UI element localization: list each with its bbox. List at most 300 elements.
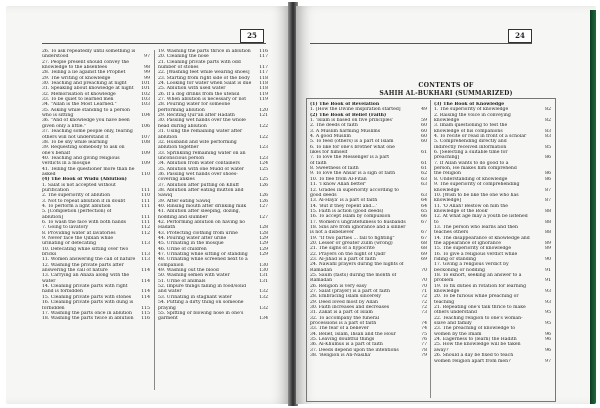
toc-entry-title: 35. Asking while standing to a person [42,107,130,113]
toc-entry-title: the appearance of ignorance [434,240,501,246]
toc-entry-title: praying [158,305,176,311]
left-column-2 [158,49,268,322]
toc-entry-page: 96 [545,347,551,353]
toc-entry-title: 20. Cleaning the nose [158,54,209,60]
toc-entry-page: 97 [144,54,150,60]
toc-entry-title: nodding and slumber [158,214,208,220]
toc-entry-title: 26. To ask repeatedly until something is [42,49,136,54]
toc-entry-title: 55. Spitting or blowing nose in one's [158,310,244,316]
toc-entry-title: garment [158,316,178,322]
toc-entry-title: 27. Salat (prayer) is a part of faith [310,289,390,295]
toc-entry-page: 93 [545,289,551,295]
toc-entry-page: 118 [259,86,268,92]
toc-entry-page: 129 [259,246,268,252]
toc-entry-page: 60 [421,128,427,134]
toc-entry-title: 27. People present should convey the [42,59,130,65]
toc-entry-title: water [42,278,56,284]
toc-entry-page: 113 [141,241,150,247]
toc-entry-title: 6. To like for one's brother what one [310,144,395,150]
toc-entry-page: 67 [421,235,427,241]
toc-entry-title: 2. The deeds of faith [310,123,358,129]
toc-entry-title: 19. "If two parties ... fall to fighting" [310,235,395,241]
toc-entry-title: 32. Husband and wife performing [158,139,237,145]
toc-entry-title: 2. The superiority of ablution [42,193,111,199]
toc-entry-title: 3. A Muslim harming Muslims [310,128,381,134]
toc-entry-title: 26. Religion is very easy [310,283,367,289]
toc-entry-title: 3. Imam questioning to test the [434,123,508,129]
toc-entry-page: 99 [144,75,150,81]
toc-entry-title: 1. The superiority of knowledge [434,107,509,113]
toc-entry-page: 107 [141,134,150,140]
toc-entry-title: 1. [How the Divine Inspiration started] [310,107,401,113]
toc-entry-title: 12. At what age may a youth be listened [434,214,528,220]
toc-entry-page: 131 [259,278,268,284]
toc-entry-title: 14. 'But if they repent and...' [310,203,377,209]
toc-entry-title: 10. [Wish to be like the one who has [434,192,519,198]
toc-entry-title: 8. Providing water at lavatories [42,230,116,236]
right-column-divider [430,100,431,398]
toc-entry-title: 7. Going to lavatory [42,225,89,231]
toc-entry-title: slave and family [434,321,472,327]
toc-entry-title: riding or standing [434,256,477,262]
toc-entry-title: 4. A good Muslim [310,134,351,140]
toc-entry-title: 30. Passing wet hands over the whole [158,118,246,124]
toc-entry-page: 111 [141,203,150,209]
toc-entry-title: 9. To love the Ansar is a sign of faith [310,171,396,177]
toc-entry-page: 124 [259,161,268,167]
toc-entry-page: 63 [421,176,427,182]
toc-entry-title: 54. Putting a dirty thing on someone [158,300,244,306]
toc-entry-page: 113 [141,252,150,258]
toc-entry-page: 112 [141,225,150,231]
toc-entry-title: processions is a part of faith [310,321,377,327]
toc-entry-page: 88 [545,219,551,225]
toc-entry-page: 128 [259,230,268,236]
toc-entry-page: 67 [421,219,427,225]
toc-entry-page: 134 [259,316,268,322]
toc-entry-title: 38. To be shy while learning [42,139,108,145]
toc-entry-title: 8. Understanding of knowledge [434,176,508,182]
toc-entry-title: 16. To accept Islam by compulsion [310,214,391,220]
contents-subtitle: SAHIH AL-BUKHARI (SUMMARIZED) [379,90,513,97]
right-page-number: 24 [508,29,532,43]
toc-entry-title: 31. Speaking about knowledge at night [42,86,134,92]
toc-entry-page: 115 [141,310,150,316]
toc-entry-page: 82 [545,118,551,124]
toc-entry-page: 114 [141,294,150,300]
toc-entry-title: 22. Teaching religion to one's woman- [434,315,523,321]
toc-entry-title: 18. Sins are from ignorance and a sinner [310,224,406,230]
toc-entry-page: 122 [259,123,268,129]
toc-entry-page: 79 [421,353,427,359]
toc-entry-page: 99 [144,70,150,76]
book-spread [6,2,596,406]
toc-entry-page: 69 [421,256,427,262]
toc-entry-title: 15. The superiority of knowledge [434,246,512,252]
toc-entry-page: 119 [259,91,268,97]
toc-entry-page: 114 [141,268,150,274]
toc-entry-page: 91 [545,278,551,284]
toc-entry-page: 86 [545,176,551,182]
toc-entry-page: 61 [421,160,427,166]
toc-entry-title: knowledge of the Book' [434,208,489,214]
toc-entry-title: forbidden [42,305,65,311]
toc-entry-title: 4. To perform a light ablution [42,203,111,209]
toc-entry-page: 106 [141,123,150,129]
right-page [296,6,596,404]
toc-entry-page: 103 [141,97,150,103]
toc-entry-title: Hadath [158,225,176,231]
toc-entry-page: 71 [421,289,427,295]
left-column-divider [154,50,155,390]
toc-entry-page: 78 [421,347,427,353]
toc-entry-page: 66 [421,214,427,220]
toc-entry-title: others understand [434,310,477,316]
toc-entry-title: of faith [310,160,327,166]
toc-entry-page: 60 [421,134,427,140]
toc-entry-page: 126 [259,198,268,204]
cover-edge [590,10,596,404]
toc-entry-title: urinating or defecating [42,241,97,247]
toc-entry-page: 85 [545,144,551,150]
toc-entry-page: 64 [421,203,427,209]
toc-entry-title: 23. The preaching of knowledge to [434,326,516,332]
toc-entry-page: 72 [421,294,427,300]
toc-entry-title: 34. Belief, Islam, Ihsan and the Hour [310,331,396,337]
toc-entry-page: 87 [545,187,551,193]
toc-entry-page: 72 [421,299,427,305]
toc-entry-page: 111 [141,220,150,225]
toc-entry-title: 5. [Completion (perfection) of [42,209,112,215]
toc-entry-title: 31. Zakat is a part of Islam [310,310,373,316]
toc-entry-title: 37. Deeds depend upon the intentions [310,347,399,353]
toc-entry-page: 70 [421,267,427,273]
toc-entry-page: 110 [141,193,150,199]
toc-entry-title: 18. Washing the parts twice in ablution [42,316,134,322]
right-header-rule [310,43,532,44]
toc-entry-title: 24. Nawafil prayers during the nights of [310,262,404,268]
toc-entry-title: 4. To recite or read in front of a scholar [434,134,527,140]
toc-entry-title: 11. 'O Allah! Bestow on him the [434,203,508,209]
toc-entry-title: 45. Urinating in the mosque [158,241,224,247]
toc-entry-title: knowledge [434,118,460,124]
toc-entry-title: preaching] [434,155,460,161]
toc-entry-page: 83 [545,134,551,140]
toc-entry-title: 9. Never face the Qiblah while [42,236,114,242]
toc-entry-title: given only a little." [42,123,86,129]
toc-entry-title: 35. Leaving doubtful things [310,337,375,343]
right-column-2 [434,102,551,364]
toc-entry-title: indirectly received information [434,144,507,150]
toc-entry-title: 1. Salat is not accepted without [42,182,116,188]
toc-entry-title: 25. Saum (fasts) during the month of [310,273,397,278]
toc-entry-page: 60 [421,139,427,145]
left-page-number: 25 [240,29,264,43]
toc-entry-page: 129 [259,236,268,242]
toc-entry-title: who is sitting [42,113,74,119]
toc-entry-title: 22. [Washing feet while wearing shoes] [158,70,250,76]
toc-entry-page: 111 [141,214,150,220]
toc-entry-page: 116 [141,316,150,322]
toc-entry-title: 41. Ablution after sleeping, dozing, [158,209,241,215]
toc-entry-page: 132 [259,289,268,295]
toc-entry-title: 15. Faith is action (good deeds) [310,208,384,214]
toc-entry-title: 10. Defecating while sitting over two [42,246,129,252]
toc-entry-title: 37. Ablution after putting on Khuff [158,182,239,188]
toc-entry-page: 109 [141,150,150,156]
toc-entry [310,107,427,112]
toc-entry-title: 40. Rinsing mouth after drinking milk [158,203,247,209]
toc-entry-title: 28. Telling a lie against the Prophet [42,70,126,76]
toc-entry-page: 127 [259,214,268,220]
toc-entry-title: hand is forbidden [42,289,83,295]
toc-entry-page: 89 [545,246,551,252]
toc-entry-title: asked [42,171,56,177]
toc-entry-title: 16. To give a religious verdict while [434,251,518,257]
toc-entry-title: 17. Washing the parts once in ablution [42,310,133,316]
toc-entry-page: 63 [421,182,427,188]
toc-entry-title: 48. Urinating while screened next to a [158,257,248,263]
toc-entry-page: 132 [259,294,268,300]
toc-entry-page: 122 [259,134,268,140]
toc-entry-title: 7. If Allah wants to do good to a [434,160,509,166]
toc-entry-page: 93 [545,299,551,305]
toc-entry-title: problem [434,278,454,284]
toc-entry-page: 63 [421,192,427,198]
toc-entry-title: 13. Al-Haya' is a part of faith [310,198,378,204]
toc-entry-title: 39. After eating Sawiq [158,198,211,204]
toc-entry [42,316,150,321]
toc-entry-title: 36. Al-Khumus is a part of faith [310,342,383,348]
toc-entry-page: 121 [259,113,268,119]
toc-entry-page: 86 [545,171,551,177]
toc-entry-page: 130 [259,262,268,268]
toc-entry-page: 64 [421,198,427,204]
toc-entry-page: 102 [141,91,150,97]
toc-entry-title: is not a disbeliever [310,230,355,236]
toc-entry-title: 5. To feed (others) is a part of Islam [310,139,394,145]
toc-entry-title: 6. To wash the face with both hands [42,220,126,225]
toc-entry-title: teaches others [434,230,469,236]
toc-entry-title: 31. Using the remaining water after [158,129,243,135]
section-heading: (3) The Book of Knowledge [434,102,505,107]
toc-entry-page: 128 [259,225,268,231]
toc-entry-title: 16. Cleaning private parts with dung is [42,300,134,306]
toc-entry-title: 13. Carrying an Anaza along with the [42,273,130,279]
toc-entry-page: 70 [421,278,427,284]
toc-entry-page: 68 [421,246,427,252]
toc-entry-title: 52. Impure things falling in food/solid [158,284,247,290]
toc-entry-page: 88 [545,230,551,236]
toc-entry-title: 2. Raising the voice in conveying [434,112,511,118]
left-header-rule [42,43,266,44]
toc-entry-title: to [434,219,439,225]
toc-entry-title: 23. Al-Jihad is a part of faith [310,256,376,262]
toc-entry-page: 111 [141,198,150,204]
toc-entry-title: 19. To fix duties in rotation for learning [434,283,527,289]
toc-entry-title: 38. Ablution after eating mutton and [158,187,244,193]
toc-entry-title: 22. Prayers on the night of Qadr [310,251,386,257]
toc-entry-title: 17. Women's ungratefulness to husbands [310,219,406,225]
toc-entry-page: 86 [545,155,551,161]
toc-entry-title: purification [42,187,69,193]
toc-entry-title: knowledge [434,187,460,193]
toc-entry-page: 61 [421,150,427,156]
toc-entry-title: 46. Urine of children [158,246,207,252]
toc-entry-title: 36. "And of knowledge you have been [42,118,130,124]
toc-entry-title: 40. Teaching and giving religious [42,155,120,161]
left-page [6,6,290,404]
toc-entry-title: Ramadan [310,278,333,284]
toc-entry-page: 118 [259,81,268,87]
toc-entry-page: 112 [141,230,150,236]
toc-entry-title: answering the call of nature [42,268,108,274]
toc-entry-title: 19. Washing the parts thrice in ablution [158,49,251,54]
toc-entry-title: 18. To exhort, seeking an answer to a [434,273,522,278]
toc-entry-title: 33. The fear of a believer [310,326,369,332]
toc-entry-title: 28. Embracing Islam sincerely [310,294,382,300]
toc-entry-title: 51. Urine of animals [158,278,206,284]
toc-entry-page: 125 [259,177,268,183]
toc-entry-title: knowledge] [434,198,462,204]
toc-entry-page: 126 [259,182,268,188]
section-heading: (1) The Book of Revelation [310,102,380,107]
toc-entry-page: 96 [545,337,551,343]
toc-entry-title: bricks [42,252,57,258]
toc-entry-page: 87 [545,198,551,204]
toc-entry-title: women religion apart from men? [434,358,511,364]
toc-entry-title: 3. Not to repeat ablution if in doubt [42,198,126,204]
toc-entry-title: 24. Looking for water when Salat is due [158,81,252,87]
toc-entry-page: 73 [421,310,427,316]
toc-entry-title: 35. Ablution with one Mudd of water [158,166,244,172]
toc-entry-title: 32. Memorisation of knowledge [42,91,116,97]
toc-entry-title: 34. "Allah is the Most Learned." [42,102,117,108]
toc-entry-page: 74 [421,321,427,327]
toc-entry-page: 76 [421,337,427,343]
toc-entry-title: teaching [434,299,455,305]
section-heading: (2) The Book of Belief (Faith) [310,112,387,118]
toc-entry-page: 126 [259,193,268,199]
toc-entry-page: 123 [259,155,268,161]
toc-entry-page: 115 [141,305,150,311]
toc-entry-title: knowledge [434,289,460,295]
toc-entry-page: 118 [259,75,268,81]
toc-entry-page: 74 [421,326,427,332]
right-column-1 [310,102,427,359]
toc-entry-page: 49 [421,107,427,113]
toc-entry-title: knowledge of his companions [434,128,503,134]
toc-entry-title: beckoning or nodding [434,267,485,273]
toc-entry-title: person, He makes him comprehend [434,166,517,172]
toc-entry-title: 21. Cleaning private parts with odd [158,59,241,65]
toc-entry-title: 44. Pouring water after urine [158,236,227,242]
toc-entry-title: ablution [158,134,178,140]
toc-entry-page: 116 [259,49,268,54]
toc-entry-title: 15. Cleaning private parts with stones [42,294,132,300]
toc-entry-page: 69 [421,251,427,257]
toc-entry-title: 30. Faith increases and decreases [310,305,390,311]
toc-entry-page: 129 [259,241,268,247]
toc-entry-page: 109 [141,161,150,167]
toc-entry-page: 120 [259,107,268,113]
toc-entry-title: 26. If a dog drinks from the utensil [158,91,240,97]
toc-entry-page: 129 [259,252,268,258]
toc-entry-page: 75 [421,331,427,337]
toc-entry [434,359,551,364]
toc-entry-title: 30. Teaching and preaching at night [42,81,127,87]
toc-entry-title: 29. The writing of knowledge [42,75,111,81]
toc-entry-page: 97 [545,358,551,364]
toc-entry-page: 95 [545,310,551,316]
toc-entry-title: 17. Giving a religious verdict by [434,262,509,268]
toc-entry-page: 119 [259,97,268,103]
toc-entry-page: 123 [259,145,268,151]
toc-entry-title: 21. Repeating one's talk thrice to make [434,305,526,311]
toc-entry-title: 28. Pouring water for someone [158,102,231,108]
toc-entry-title: 7. To love the Messenger is a part [310,155,390,161]
toc-entry-title: covering ankles [158,177,195,183]
toc-entry-page: 68 [421,240,427,246]
toc-entry-title: ablution together [158,145,199,151]
toc-entry-title: 37. Teaching some people only, fearing [42,129,133,135]
toc-entry-page: 127 [259,203,268,209]
toc-entry-title: and water [158,289,182,295]
toc-entry-title: 12. Washing the private parts after [42,262,124,268]
toc-entry-page: 125 [259,166,268,172]
toc-entry-title: away? [434,347,449,353]
toc-entry-title: 21. The signs of a hypocrite [310,246,375,252]
toc-entry-page: 96 [545,331,551,337]
toc-entry-title: 13. The person who learns and then [434,224,518,230]
toc-entry-title: 38. 'Religion is An-Nasiha' [310,353,372,359]
toc-entry-page: 117 [259,65,268,71]
toc-entry-title: 34. Ablution from water containers [158,161,240,167]
toc-entry-page: 67 [421,230,427,236]
toc-entry-page: 90 [545,256,551,262]
toc-entry-title: likes for himself [310,150,348,156]
toc-entry-page: 131 [259,273,268,279]
toc-entry-page: 82 [545,107,551,113]
toc-entry-page: 132 [259,305,268,311]
toc-entry-title: performing ablution [158,107,205,113]
toc-entry-page: 117 [259,70,268,76]
toc-entry-page: 62 [421,171,427,177]
toc-entry-page: 110 [141,171,150,177]
toc-entry-title: 1. 'Islam is based on five principles' [310,118,394,124]
toc-entry-page: 88 [545,208,551,214]
toc-entry-title: companion [158,262,184,268]
toc-entry-title: 49. Washing out the blood [158,268,219,274]
toc-entry-title: 29. Deed loved most by Allah [310,299,378,305]
toc-entry-title: understood [42,54,69,60]
toc-entry-page: 101 [141,86,150,92]
toc-entry-title: 43. Protecting clothing from urine [158,230,238,236]
toc-entry-page: 89 [545,240,551,246]
toc-entry-title: unconscious person [158,155,205,161]
toc-entry-title: 33. To be quiet to learned men [42,97,114,103]
toc-entry-title: good deeds [310,192,337,198]
toc-entry-title: women by the Imam [434,331,482,337]
toc-entry-title: 29. Reciting Qur'an after Hadath [158,113,235,119]
toc-entry [310,353,427,358]
toc-entry-title: head during ablution [158,123,207,129]
toc-entry-page: 114 [141,278,150,284]
toc-entry-title: others will not understand it [42,134,109,140]
toc-entry-title: 8. Sweetness of faith [310,166,359,172]
toc-entry-title: 36. Passing wet hands over shoes- [158,171,238,177]
toc-entry-page: 70 [421,283,427,289]
